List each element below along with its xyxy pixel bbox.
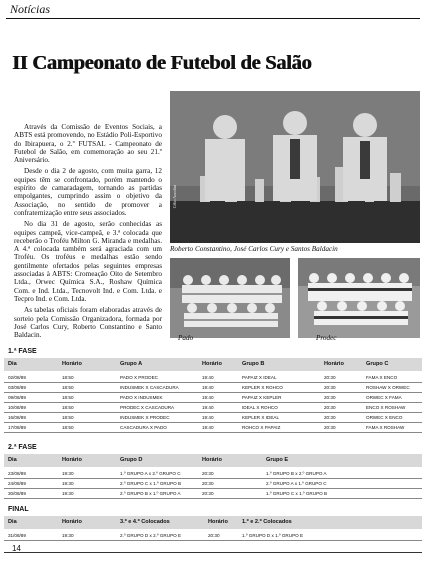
fase1-title: 1.ª FASE xyxy=(8,348,37,355)
table-cell: 18:50 xyxy=(62,375,74,380)
table-cell: 16/08/89 xyxy=(8,415,26,420)
body-paragraph: No dia 31 de agosto, serão conhecidas as equipes campeã, vice-campeã, e 3.ª colocada que receberão o Troféu Milton G. Miranda e medalhas. A 4.ª colocada também será agraciada com um Troféu. Os troféus e medalhas estão sendo gentilmente ofertados pelas seguintes empresas associadas à ABTS: Cromeação Oito de Setembro Ltda., Orwec Química S.A., Roshaw Química Com. e Ind. Ltda., Tecnovolt Ind. e Com. Ltda. e Tecpro Ind. e Com. Ltda. xyxy=(14,220,162,303)
row-divider xyxy=(4,382,422,383)
table-cell: 09/08/89 xyxy=(8,395,26,400)
table-cell: 20:30 xyxy=(324,395,336,400)
table-cell: 20:30 xyxy=(324,425,336,430)
table-cell: 17/08/89 xyxy=(8,425,26,430)
table-cell: IDEAL X ROHCO xyxy=(242,405,278,410)
col-horario: Horário xyxy=(202,361,222,367)
row-divider xyxy=(4,478,422,479)
row-divider xyxy=(4,412,422,413)
table-cell: PRODEC X CASCADURA xyxy=(120,405,175,410)
page-number: 14 xyxy=(12,544,21,553)
team-photo-pado xyxy=(170,258,290,338)
row-divider xyxy=(4,432,422,433)
final-title: FINAL xyxy=(8,506,29,513)
table-cell: PADO X PRODEC xyxy=(120,375,158,380)
col-horario: Horário xyxy=(324,361,344,367)
row-divider xyxy=(4,392,422,393)
table-cell: 18:50 xyxy=(62,405,74,410)
table-cell: 19:40 xyxy=(202,385,214,390)
col-dia: Dia xyxy=(8,361,17,367)
table-cell: 1.º GRUPO A x 2.º GRUPO C xyxy=(120,471,181,476)
table-cell: ORWEC X ENCO xyxy=(366,415,403,420)
table-cell: 1.º GRUPO D x 1.º GRUPO E xyxy=(242,533,304,538)
row-divider xyxy=(4,540,422,541)
table-cell: 2.º GRUPO A x 1.º GRUPO C xyxy=(266,481,327,486)
col-dia: Dia xyxy=(8,519,17,525)
section-label: Notícias xyxy=(10,2,51,16)
team-photo-pado-image xyxy=(170,258,290,338)
table-cell: 19:40 xyxy=(202,375,214,380)
table-cell: 19:40 xyxy=(202,415,214,420)
section-header xyxy=(6,2,420,18)
table-cell: ROSHAW X ORWEC xyxy=(366,385,410,390)
fase2-title: 2.ª FASE xyxy=(8,444,37,451)
table-cell: 18:50 xyxy=(62,415,74,420)
col-dia: Dia xyxy=(8,457,17,463)
body-paragraph: Através da Comissão de Eventos Sociais, a ABTS está promovendo, no Estádio Poli-Esportivo do Ibirapuera, o 2.º FUTSAL - Campeonato de Futebol de Salão, em comemoração ao seu 21.º Aniversário. xyxy=(14,123,162,165)
row-divider xyxy=(4,402,422,403)
section-rule xyxy=(6,18,420,19)
table-cell: 19:30 xyxy=(62,533,74,538)
table-cell: 03/08/89 xyxy=(8,385,26,390)
body-paragraph: Desde o dia 2 de agosto, com muita garra, 12 equipes têm se confrontado, porém mantendo o espírito de camaradagem, tornando as partidas empolgantes, cumprindo assim o objetivo da Associação, no sentido de promover a confraternização entre seus associados. xyxy=(14,167,162,217)
body-paragraph: As tabelas oficiais foram elaboradas através de sorteio pela Comissão Organizadora, formada por José Carlos Cury, Roberto Constantino e Santo Baldacin. xyxy=(14,306,162,340)
main-photo-image xyxy=(170,91,420,243)
main-photo xyxy=(170,91,420,243)
table-cell: 2.º GRUPO C x 1.º GRUPO B xyxy=(120,481,182,486)
col-grupo-a: Grupo A xyxy=(120,361,143,367)
table-cell: ROHCO X PAPAIZ xyxy=(242,425,281,430)
table-cell: 18:50 xyxy=(62,395,74,400)
table-cell: PAPAIZ X IDEAL xyxy=(242,375,277,380)
table-cell: PADO X INDUSMEK xyxy=(120,395,163,400)
row-divider xyxy=(4,498,422,499)
col-horario: Horário xyxy=(202,457,222,463)
table-cell: 02/08/89 xyxy=(8,375,26,380)
col-grupo-b: Grupo B xyxy=(242,361,265,367)
table-cell: ENCO X ROSHAW xyxy=(366,405,406,410)
col-horario: Horário xyxy=(62,519,82,525)
fase2-header xyxy=(4,454,422,467)
col-grupo-c: Grupo C xyxy=(366,361,389,367)
table-cell: PAPAIZ X KEPLER xyxy=(242,395,282,400)
table-cell: 1.º GRUPO B x 2.º GRUPO A xyxy=(266,471,327,476)
main-photo-caption: Roberto Constantino, José Carlos Cury e Santos Baldacin xyxy=(170,245,338,253)
table-cell: 20:30 xyxy=(324,415,336,420)
fase1-header xyxy=(4,358,422,371)
table-cell: 19:30 xyxy=(62,471,74,476)
table-cell: INDUSMEK X PRODEC xyxy=(120,415,170,420)
table-cell: 23/08/89 xyxy=(8,471,26,476)
table-cell: 19:40 xyxy=(202,405,214,410)
table-cell: 20:30 xyxy=(202,471,214,476)
table-cell: KEPLER X IDEAL xyxy=(242,415,280,420)
article-body xyxy=(14,123,162,342)
table-cell: 2.º GRUPO B x 1.º GRUPO A xyxy=(120,491,181,496)
table-cell: 20:30 xyxy=(202,491,214,496)
table-cell: CASCADURA X PADO xyxy=(120,425,167,430)
team-photo-prodec-image xyxy=(298,258,420,338)
bottom-rule xyxy=(4,552,422,553)
row-divider xyxy=(4,422,422,423)
photo-credit: Célio Azzolini xyxy=(172,185,177,209)
table-cell: ORWEC X FAMA xyxy=(366,395,402,400)
table-cell: 19:30 xyxy=(62,491,74,496)
left-photo-caption: Pado xyxy=(178,334,194,342)
col-horario: Horário xyxy=(208,519,228,525)
table-cell: 20:30 xyxy=(208,533,220,538)
table-cell: 19:40 xyxy=(202,425,214,430)
team-photo-prodec xyxy=(298,258,420,338)
table-cell: KEPLER X ROHCO xyxy=(242,385,283,390)
right-photo-caption: Prodec xyxy=(316,334,337,342)
table-cell: FAMA X ROSHAW xyxy=(366,425,405,430)
table-cell: 20:30 xyxy=(202,481,214,486)
col-horario: Horário xyxy=(62,361,82,367)
table-cell: 20:30 xyxy=(324,375,336,380)
row-divider xyxy=(4,488,422,489)
table-cell: 31/08/89 xyxy=(8,533,26,538)
table-cell: 20:30 xyxy=(324,385,336,390)
table-cell: 18:50 xyxy=(62,385,74,390)
col-horario: Horário xyxy=(62,457,82,463)
headline: II Campeonato de Futebol de Salão xyxy=(12,52,312,74)
table-cell: 24/08/89 xyxy=(8,481,26,486)
table-cell: INDUSMEK X CASCADURA xyxy=(120,385,179,390)
table-cell: 19:40 xyxy=(202,395,214,400)
table-cell: 10/08/89 xyxy=(8,405,26,410)
table-cell: 20:30 xyxy=(324,405,336,410)
final-header xyxy=(4,516,422,529)
table-cell: 2.º GRUPO D x 2.º GRUPO E xyxy=(120,533,182,538)
col-primeiro-segundo: 1.º e 2.º Colocados xyxy=(242,519,292,525)
table-cell: 19:30 xyxy=(62,481,74,486)
table-cell: FAMA X ENCO xyxy=(366,375,398,380)
col-grupo-d: Grupo D xyxy=(120,457,143,463)
table-cell: 18:50 xyxy=(62,425,74,430)
table-cell: 30/08/89 xyxy=(8,491,26,496)
col-grupo-e: Grupo E xyxy=(266,457,289,463)
col-terceiro-quarto: 3.º e 4.º Colocados xyxy=(120,519,170,525)
table-cell: 1.º GRUPO C x 1.º GRUPO B xyxy=(266,491,328,496)
